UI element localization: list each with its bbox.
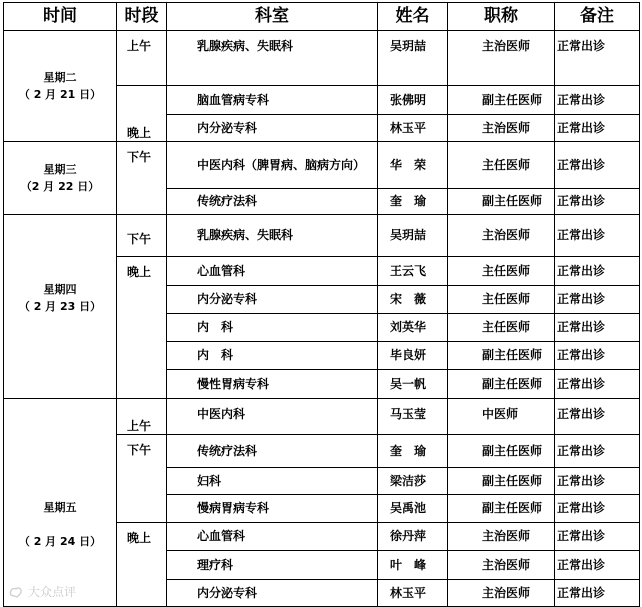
day-cell	[4, 142, 117, 215]
department-cell: 妇科	[167, 468, 378, 495]
doctor-name-cell: 刘英华	[378, 314, 448, 342]
day-label: 星期五	[43, 501, 77, 514]
title-cell: 主治医师	[448, 215, 555, 257]
department-cell: 慢病胃病专科	[167, 495, 378, 523]
department-cell: 传统疗法科	[167, 189, 378, 215]
department-cell: 心血管科	[167, 523, 378, 551]
note-cell: 正常出诊	[555, 142, 640, 189]
note-cell: 正常出诊	[555, 435, 640, 468]
period-cell: 下午	[117, 215, 167, 257]
department-cell: 乳腺疾病、失眠科	[167, 215, 378, 257]
note-cell: 正常出诊	[555, 31, 640, 86]
period-cell: 下午	[117, 142, 167, 215]
doctor-name-cell: 宋 薇	[378, 286, 448, 314]
note-cell: 正常出诊	[555, 495, 640, 523]
day-label: 星期三	[43, 163, 77, 176]
header-department: 科室	[167, 3, 378, 31]
note-cell: 正常出诊	[555, 115, 640, 142]
header-row	[4, 3, 640, 31]
note-cell: 正常出诊	[555, 86, 640, 115]
watermark	[8, 583, 76, 600]
department-cell: 慢性胃病专科	[167, 370, 378, 399]
title-cell: 主治医师	[448, 31, 555, 86]
period-cell: 晚上	[117, 523, 167, 607]
note-cell: 正常出诊	[555, 215, 640, 257]
schedule-table	[3, 2, 640, 607]
doctor-name-cell: 王云飞	[378, 257, 448, 286]
doctor-name-cell: 徐丹萍	[378, 523, 448, 551]
department-cell: 乳腺疾病、失眠科	[167, 31, 378, 86]
title-cell: 副主任医师	[448, 86, 555, 115]
title-cell: 副主任医师	[448, 189, 555, 215]
period-cell: 晚上	[117, 257, 167, 399]
department-cell: 内 科	[167, 314, 378, 342]
date-label: （ 2 月 21 日）	[18, 88, 102, 101]
doctor-name-cell: 林玉平	[378, 115, 448, 142]
note-cell: 正常出诊	[555, 257, 640, 286]
doctor-name-cell: 奎 瑜	[378, 435, 448, 468]
department-cell: 中医内科	[167, 399, 378, 435]
title-cell: 副主任医师	[448, 370, 555, 399]
title-cell: 主治医师	[448, 115, 555, 142]
watermark-logo-icon	[8, 585, 24, 599]
table-row	[4, 399, 640, 435]
title-cell: 副主任医师	[448, 342, 555, 370]
day-label: 星期四	[43, 283, 77, 296]
header-title: 职称	[448, 3, 555, 31]
title-cell: 主治医师	[448, 580, 555, 607]
department-cell: 中医内科（脾胃病、脑病方向）	[167, 142, 378, 189]
doctor-name-cell: 叶 峰	[378, 551, 448, 580]
doctor-name-cell: 毕良妍	[378, 342, 448, 370]
department-cell: 理疗科	[167, 551, 378, 580]
period-cell: 上午	[117, 31, 167, 86]
note-cell: 正常出诊	[555, 551, 640, 580]
doctor-name-cell: 吴玥喆	[378, 215, 448, 257]
watermark-text: 大众点评	[28, 585, 77, 599]
date-label: （2 月 22 日）	[20, 180, 100, 193]
doctor-name-cell: 林玉平	[378, 580, 448, 607]
table-row	[4, 31, 640, 86]
period-cell: 上午	[117, 399, 167, 435]
doctor-name-cell: 奎 瑜	[378, 189, 448, 215]
note-cell: 正常出诊	[555, 580, 640, 607]
doctor-name-cell: 吴一帆	[378, 370, 448, 399]
doctor-name-cell: 华 荣	[378, 142, 448, 189]
department-cell: 传统疗法科	[167, 435, 378, 468]
doctor-name-cell: 张佛明	[378, 86, 448, 115]
title-cell: 主治医师	[448, 523, 555, 551]
date-label: （ 2 月 24 日）	[18, 535, 102, 548]
day-cell	[4, 215, 117, 399]
doctor-name-cell: 梁洁莎	[378, 468, 448, 495]
table-row	[4, 215, 640, 257]
doctor-name-cell: 吴禹池	[378, 495, 448, 523]
department-cell: 脑血管病专科	[167, 86, 378, 115]
doctor-name-cell: 吴玥喆	[378, 31, 448, 86]
note-cell: 正常出诊	[555, 370, 640, 399]
header-note: 备注	[555, 3, 640, 31]
title-cell: 副主任医师	[448, 468, 555, 495]
title-cell: 副主任医师	[448, 435, 555, 468]
period-cell: 下午	[117, 435, 167, 523]
note-cell: 正常出诊	[555, 523, 640, 551]
department-cell: 内分泌专科	[167, 286, 378, 314]
note-cell: 正常出诊	[555, 342, 640, 370]
department-cell: 心血管科	[167, 257, 378, 286]
day-cell	[4, 399, 117, 607]
date-label: （ 2 月 23 日）	[18, 300, 102, 313]
note-cell: 正常出诊	[555, 468, 640, 495]
day-cell	[4, 31, 117, 142]
note-cell: 正常出诊	[555, 314, 640, 342]
period-cell: 晚上	[117, 86, 167, 142]
note-cell: 正常出诊	[555, 399, 640, 435]
header-period: 时段	[117, 3, 167, 31]
header-name: 姓名	[378, 3, 448, 31]
note-cell: 正常出诊	[555, 286, 640, 314]
title-cell: 主任医师	[448, 142, 555, 189]
department-cell: 内 科	[167, 342, 378, 370]
title-cell: 中医师	[448, 399, 555, 435]
doctor-name-cell: 马玉莹	[378, 399, 448, 435]
title-cell: 主任医师	[448, 314, 555, 342]
department-cell: 内分泌专科	[167, 580, 378, 607]
note-cell: 正常出诊	[555, 189, 640, 215]
title-cell: 主治医师	[448, 551, 555, 580]
header-time: 时间	[4, 3, 117, 31]
title-cell: 副主任医师	[448, 495, 555, 523]
table-row	[4, 142, 640, 189]
title-cell: 主任医师	[448, 257, 555, 286]
title-cell: 主任医师	[448, 286, 555, 314]
day-label: 星期二	[43, 71, 77, 84]
department-cell: 内分泌专科	[167, 115, 378, 142]
